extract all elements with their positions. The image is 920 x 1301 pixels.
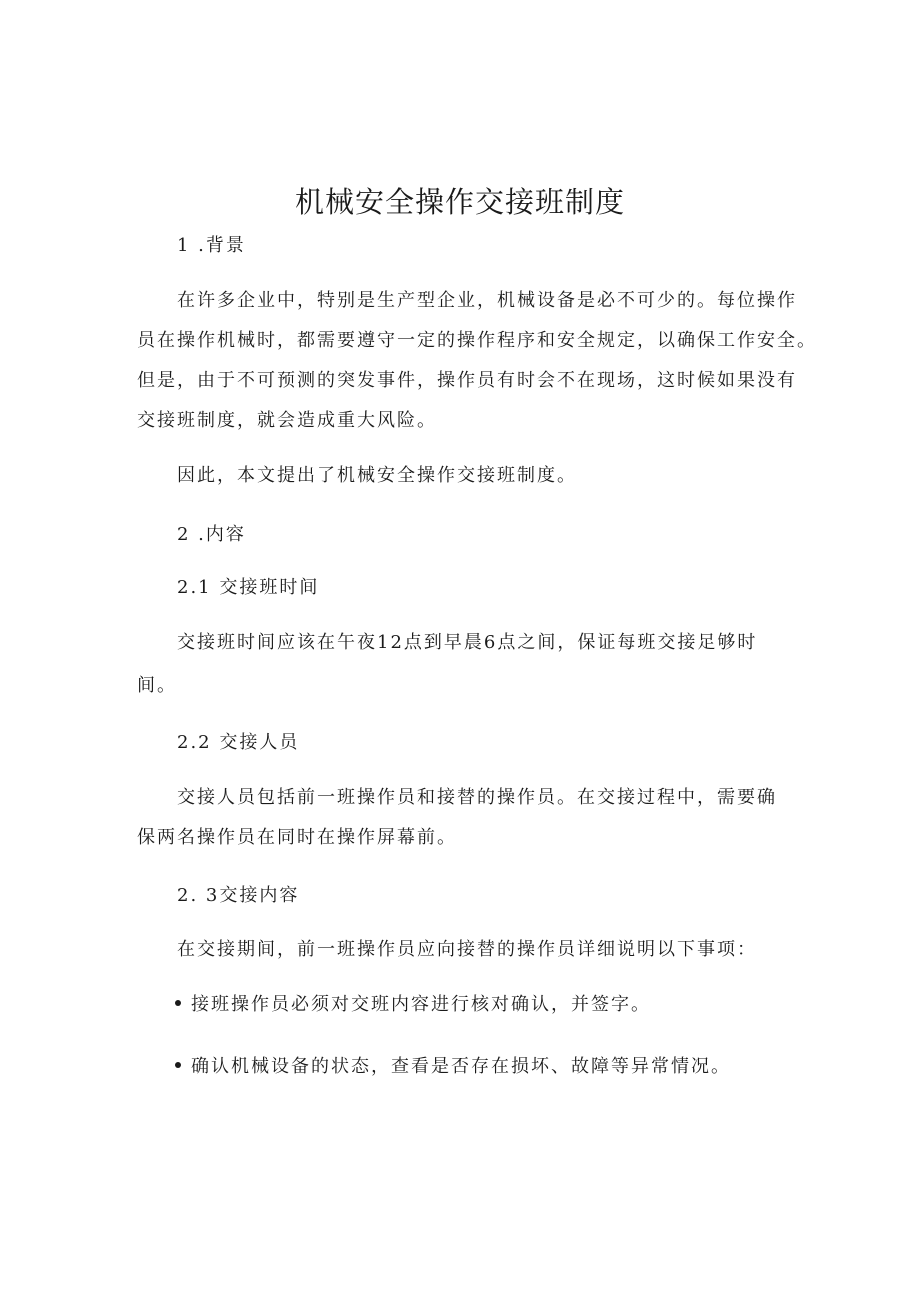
bullet-icon <box>175 1000 181 1006</box>
list-item <box>175 1052 731 1082</box>
list-item <box>175 990 651 1020</box>
paragraph-line: 在许多企业中，特别是生产型企业，机械设备是必不可少的。每位操作 <box>177 290 797 311</box>
paragraph-line: 在交接期间，前一班操作员应向接替的操作员详细说明以下事项： <box>177 939 757 960</box>
section-heading-background: 1 .背景 <box>177 235 246 256</box>
list-item-text: 确认机械设备的状态，查看是否存在损坏、故障等异常情况。 <box>191 1056 731 1077</box>
subsection-heading-2-1: 2.1 交接班时间 <box>177 577 320 598</box>
paragraph-line: 间。 <box>137 675 177 696</box>
list-item-text: 接班操作员必须对交班内容进行核对确认，并签字。 <box>191 994 651 1015</box>
subsection-heading-2-2: 2.2 交接人员 <box>177 732 300 753</box>
paragraph-line: 保两名操作员在同时在操作屏幕前。 <box>137 827 457 848</box>
paragraph-line: 交接班时间应该在午夜12点到早晨6点之间，保证每班交接足够时 <box>177 632 758 653</box>
section-heading-content: 2 .内容 <box>177 524 246 545</box>
paragraph-line: 交接班制度，就会造成重大风险。 <box>137 410 437 431</box>
bullet-icon <box>175 1062 181 1068</box>
paragraph-line: 交接人员包括前一班操作员和接替的操作员。在交接过程中，需要确 <box>177 787 777 808</box>
paragraph-line: 因此，本文提出了机械安全操作交接班制度。 <box>177 465 577 486</box>
subsection-heading-2-3: 2. 3交接内容 <box>177 885 300 906</box>
paragraph-line: 但是，由于不可预测的突发事件，操作员有时会不在现场，这时候如果没有 <box>137 370 797 391</box>
document-title: 机械安全操作交接班制度 <box>294 185 625 219</box>
paragraph-line: 员在操作机械时，都需要遵守一定的操作程序和安全规定，以确保工作安全。 <box>137 330 817 351</box>
